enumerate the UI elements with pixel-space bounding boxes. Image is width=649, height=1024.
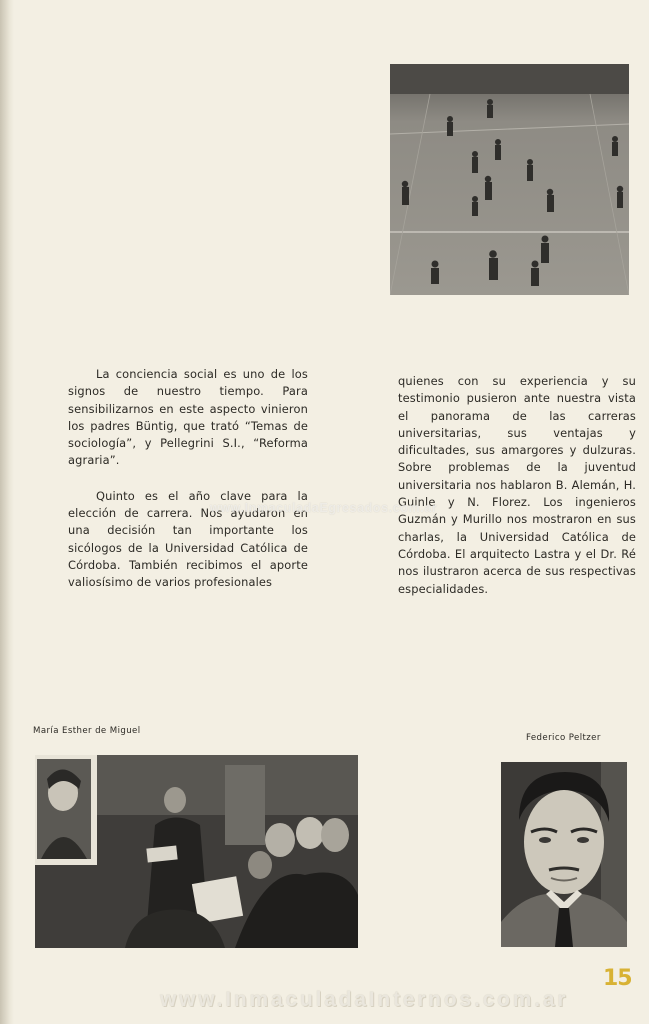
watermark-text: www.InmaculadaEgresados.com.ar bbox=[210, 501, 438, 515]
article-left-column bbox=[68, 366, 308, 592]
article-paragraph: La conciencia social es uno de los signos de nuestro tiempo. Para sensibilizarnos en este aspecto vinieron los padres Büntig, que trató “Temas de sociología”, y Pellegrini S.I., “Reforma agraria”. bbox=[68, 367, 308, 468]
photo-caption-left: María Esther de Miguel bbox=[33, 726, 141, 736]
courtyard-sports-photo bbox=[390, 64, 629, 295]
article-paragraph: quienes con su experiencia y su testimonio pusieron ante nuestra vista el panorama de las carreras universitarias, sus ventajas y dificultades, sus amargores y dulzuras. Sobre problemas de la juventud universitaria nos hablaron B. Alemán, H. Guinle y N. Florez. Los ingenieros Guzmán y Murillo nos mostraron en sus charlas, la Universidad Católica de Córdoba. El arquitecto Lastra y el Dr. Ré nos ilustraron acerca de sus respectivas especialidades. bbox=[398, 374, 636, 596]
article-right-column bbox=[398, 373, 636, 598]
page-number: 15 bbox=[603, 966, 632, 991]
article-paragraph: Quinto es el año clave para la elección de carrera. Nos ayudaron en una decisión tan importante los sicólogos de la Universidad Católica de Córdoba. También recibimos el aporte valiosísimo de varios profesionales bbox=[68, 488, 308, 590]
page-spine-shadow bbox=[0, 0, 14, 1024]
audience-photo bbox=[35, 755, 358, 948]
watermark-text: www.InmaculadaInternos.com.ar bbox=[160, 988, 569, 1011]
portrait-photo bbox=[501, 762, 627, 947]
photo-caption-right: Federico Peltzer bbox=[526, 733, 601, 743]
